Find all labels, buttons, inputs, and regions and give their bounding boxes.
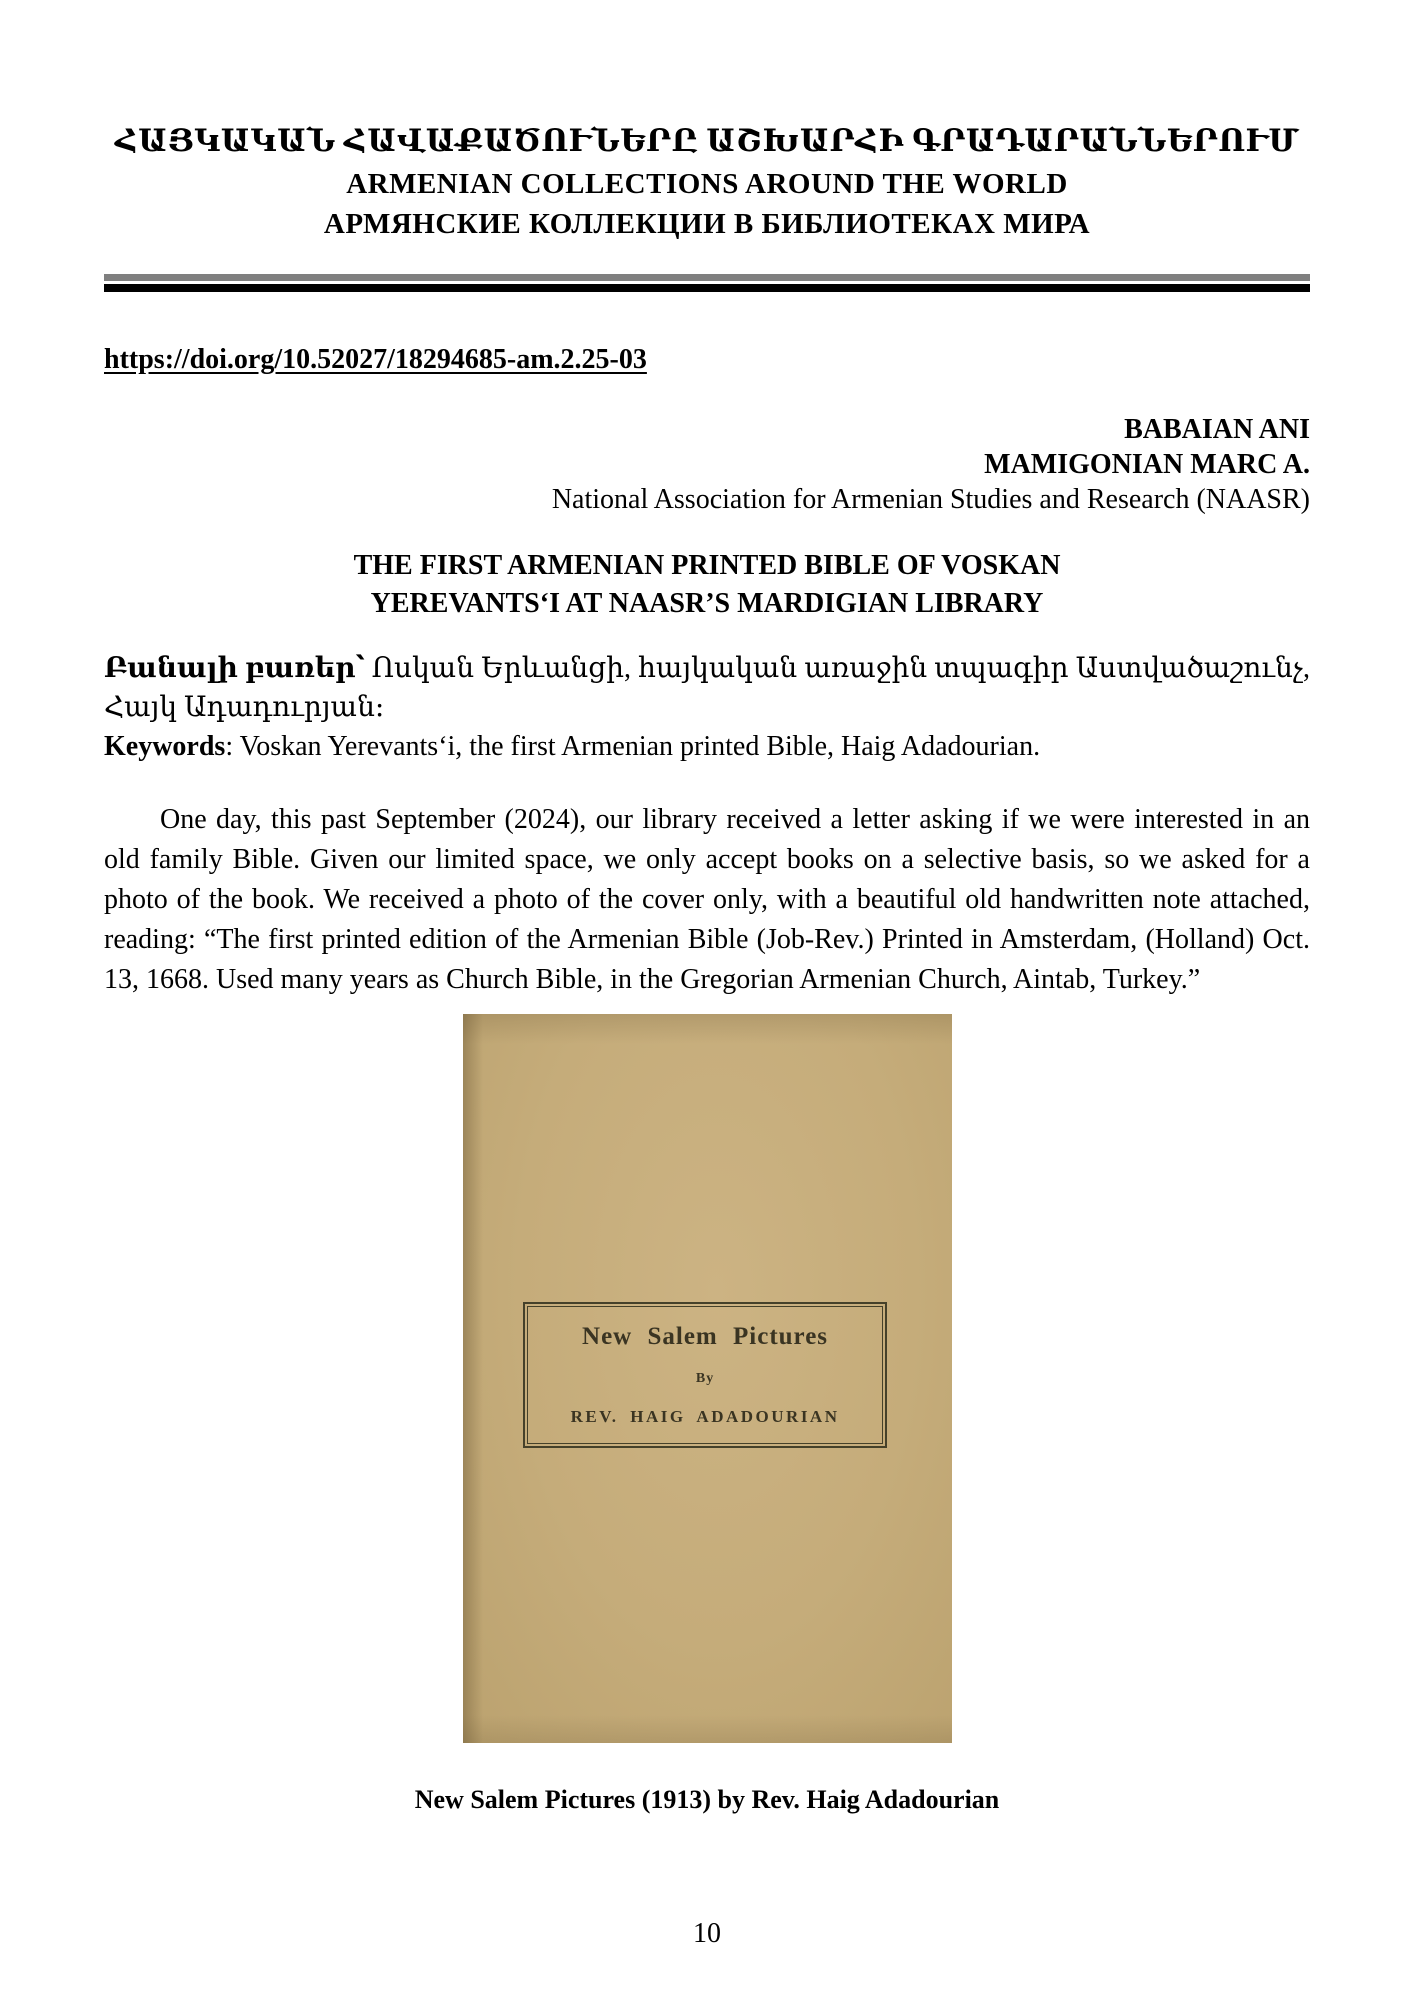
keywords-english (104, 727, 1310, 766)
header-divider (104, 274, 1310, 292)
book-cover-label-box (523, 1302, 888, 1449)
authors-block (104, 412, 1310, 517)
keywords-english-label: Keywords (104, 731, 226, 762)
doi-link[interactable]: https://doi.org/10.52027/18294685-am.2.25-03 (104, 344, 647, 375)
masthead-english: ARMENIAN COLLECTIONS AROUND THE WORLD (346, 168, 1068, 200)
keywords-block (104, 649, 1310, 766)
header-divider-gray-bar (104, 274, 1310, 281)
keywords-armenian-label: Բանալի բառեր՝ (104, 653, 365, 684)
book-cover-image (463, 1014, 952, 1743)
page-number: 10 (693, 1918, 721, 1949)
author-affiliation: National Association for Armenian Studies and Research (NAASR) (551, 484, 1310, 515)
masthead-russian: АРМЯНСКИЕ КОЛЛЕКЦИИ В БИБЛИОТЕКАХ МИРА (323, 208, 1091, 240)
author-name-1: BABAIAN ANI (1124, 414, 1310, 445)
body-paragraph: One day, this past September (2024), our library received a letter asking if we were interested in an old family Bible. Given our limited space, we only accept books on a selective basis, so we asked for a photo of the book. We received a photo of the cover only, with a beautiful old handwritten note attached, reading: “The first printed edition of the Armenian Bible (Job-Rev.) Printed in Amsterdam, (Holland) Oct. 13, 1668. Used many years as Church Bible, in the Gregorian Armenian Church, Aintab, Turkey.” (104, 804, 1310, 995)
article-title-line-1: THE FIRST ARMENIAN PRINTED BIBLE OF VOSKAN (353, 550, 1061, 581)
doi-row (104, 344, 1310, 376)
header-divider-black-bar (104, 284, 1310, 292)
author-name-2: MAMIGONIAN MARC A. (984, 449, 1310, 480)
figure-caption: New Salem Pictures (1913) by Rev. Haig Adadourian (414, 1785, 1000, 1814)
article-title-line-2: YEREVANTS‘I AT NAASR’S MARDIGIAN LIBRARY (370, 588, 1044, 619)
book-cover-author: REV. HAIG ADADOURIAN (570, 1407, 840, 1427)
book-figure (104, 1014, 1310, 1815)
article-title (104, 547, 1310, 623)
journal-masthead (104, 118, 1310, 244)
keywords-armenian (104, 649, 1310, 727)
book-cover-byline: By (695, 1371, 715, 1387)
masthead-armenian: ՀԱՅԿԱԿԱՆ ՀԱՎԱՔԱԾՈՒՆԵՐԸ ԱՇԽԱՐՀԻ ԳՐԱԴԱՐԱՆՆԵՐՈՒՄ (114, 123, 1300, 158)
keywords-english-text: : Voskan Yerevants‘i, the first Armenian printed Bible, Haig Adadourian. (225, 731, 1041, 762)
book-cover-label-inner (527, 1306, 884, 1445)
keywords-armenian-text: Ոսկան Երևանցի, հայկական առաջին տպագիր Աստվածաշունչ, Հայկ Ադադուրյան։ (104, 653, 1310, 723)
book-cover-title: New Salem Pictures (582, 1322, 829, 1350)
